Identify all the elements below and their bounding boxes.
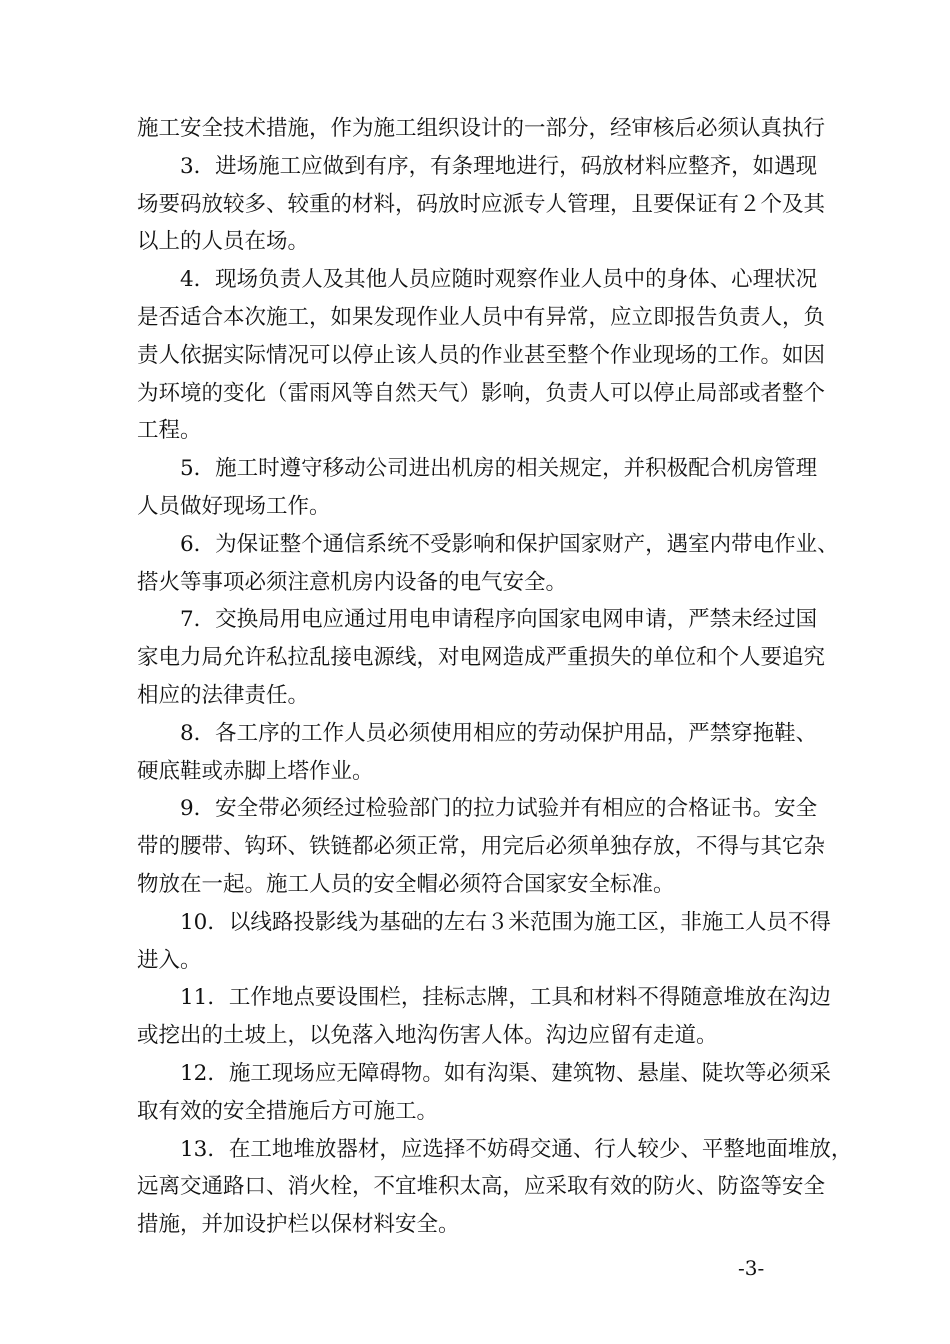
text-line: 取有效的安全措施后方可施工。 [137, 1098, 439, 1124]
text-line: 场要码放较多、较重的材料，码放时应派专人管理，且要保证有２个及其 [137, 191, 826, 217]
text-line: 硬底鞋或赤脚上塔作业。 [137, 758, 374, 784]
text-line: 12．施工现场应无障碍物。如有沟渠、建筑物、悬崖、陡坎等必须采 [180, 1060, 831, 1086]
text-line: 施工安全技术措施，作为施工组织设计的一部分，经审核后必须认真执行 [137, 116, 826, 141]
text-line: 是否适合本次施工，如果发现作业人员中有异常，应立即报告负责人，负 [137, 304, 826, 330]
text-line: 以上的人员在场。 [137, 229, 310, 255]
text-line: 10．以线路投影线为基础的左右３米范围为施工区，非施工人员不得 [180, 909, 831, 935]
text-line: 人员做好现场工作。 [137, 493, 331, 519]
text-line: 3．进场施工应做到有序，有条理地进行，码放材料应整齐，如遇现 [180, 153, 818, 179]
text-line: 工程。 [137, 418, 202, 444]
text-line: 或挖出的土坡上，以免落入地沟伤害人体。沟边应留有走道。 [137, 1023, 718, 1049]
body-text [137, 110, 853, 1244]
text-line: 带的腰带、钩环、铁链都必须正常，用完后必须单独存放，不得与其它杂 [137, 834, 826, 860]
text-line: 家电力局允许私拉乱接电源线，对电网造成严重损失的单位和个人要追究 [137, 645, 826, 671]
text-line: 远离交通路口、消火栓，不宜堆积太高，应采取有效的防火、防盗等安全 [137, 1174, 826, 1200]
text-line: 相应的法律责任。 [137, 682, 310, 708]
text-line: 为环境的变化（雷雨风等自然天气）影响，负责人可以停止局部或者整个 [137, 380, 826, 406]
text-line: 搭火等事项必须注意机房内设备的电气安全。 [137, 569, 568, 595]
text-line: 6．为保证整个通信系统不受影响和保护国家财产，遇室内带电作业、 [180, 531, 839, 557]
text-line: 5．施工时遵守移动公司进出机房的相关规定，并积极配合机房管理 [180, 456, 818, 482]
text-line: 进入。 [137, 947, 202, 973]
text-line: 9．安全带必须经过检验部门的拉力试验并有相应的合格证书。安全 [180, 796, 818, 822]
text-line: 13．在工地堆放器材，应选择不妨碍交通、行人较少、平整地面堆放， [180, 1136, 853, 1162]
text-line: 7．交换局用电应通过用电申请程序向国家电网申请，严禁未经过国 [180, 607, 818, 633]
text-line: 11．工作地点要设围栏，挂标志牌，工具和材料不得随意堆放在沟边 [180, 985, 831, 1011]
text-line: 责人依据实际情况可以停止该人员的作业甚至整个作业现场的工作。如因 [137, 342, 826, 368]
text-line: 措施，并加设护栏以保材料安全。 [137, 1212, 460, 1238]
text-line: 8．各工序的工作人员必须使用相应的劳动保护用品，严禁穿拖鞋、 [180, 720, 818, 746]
text-line: 4．现场负责人及其他人员应随时观察作业人员中的身体、心理状况 [180, 267, 818, 293]
page-number: -3- [738, 1256, 765, 1280]
text-line: 物放在一起。施工人员的安全帽必须符合国家安全标准。 [137, 871, 675, 897]
